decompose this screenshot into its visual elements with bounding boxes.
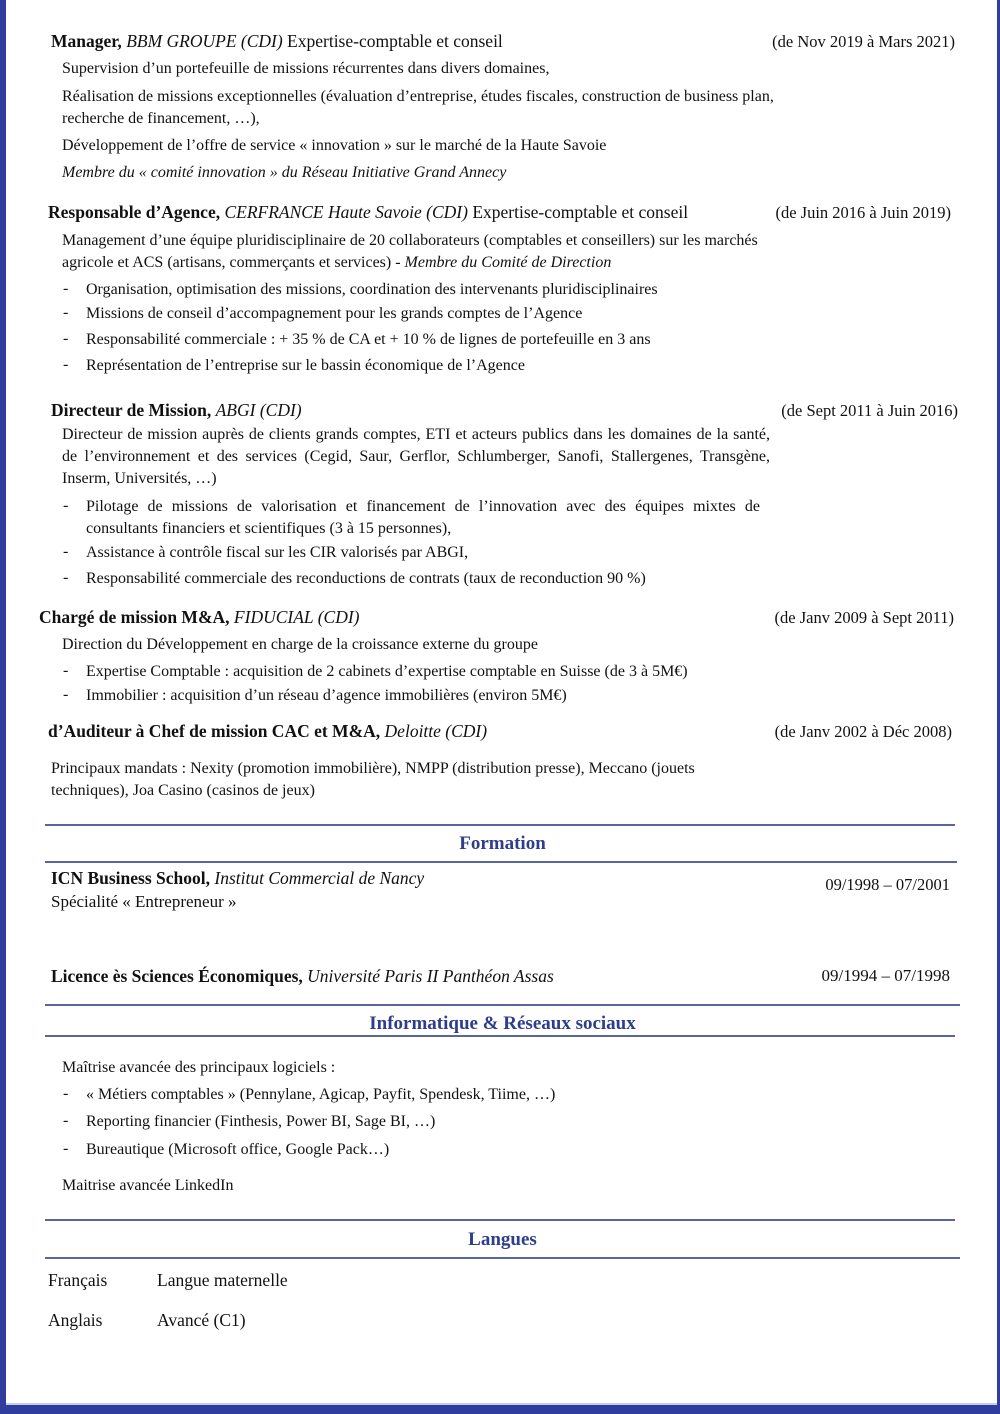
formation-item: [51, 966, 554, 987]
formation-speciality: Spécialité « Entrepreneur »: [51, 892, 237, 911]
bullet-marker: -: [63, 686, 69, 703]
school-detail: Institut Commercial de Nancy: [214, 868, 425, 888]
job-line: Développement de l’offre de service « innovation » sur le marché de la Haute Savoie: [62, 137, 607, 154]
bullet-item: Responsabilité commerciale : + 35 % de CA et + 10 % de lignes de portefeuille en 3 ans: [86, 331, 651, 348]
job-intro-italic: Membre du Comité de Direction: [404, 254, 612, 271]
job-heading: [51, 400, 302, 421]
language-level: Langue maternelle: [157, 1270, 288, 1290]
language-name: Français: [48, 1270, 108, 1290]
bullet-item: Bureautique (Microsoft office, Google Pack…): [86, 1141, 390, 1158]
bullet-item: Organisation, optimisation des missions, coordination des intervenants pluridisciplinaires: [86, 281, 658, 298]
section-title: Informatique & Réseaux sociaux: [369, 1013, 636, 1034]
page-frame-bottom: [0, 1405, 1000, 1414]
section-rule: [45, 861, 957, 863]
job-heading: [48, 721, 487, 742]
school-name: ICN Business School,: [51, 868, 211, 888]
bullet-marker: -: [63, 1112, 69, 1129]
bullet-marker: -: [63, 280, 69, 297]
job-intro: [62, 230, 772, 274]
section-rule: [45, 1257, 960, 1259]
job-intro-text: Management d’une équipe pluridisciplinaire de 20 collaborateurs (comptables et conseillers) sur les marchés agricole et ACS (artisans, commerçants et services) -: [62, 232, 758, 271]
formation-item: [51, 868, 424, 889]
job-line: Supervision d’un portefeuille de missions récurrentes dans divers domaines,: [62, 60, 550, 77]
page-frame-left: [0, 0, 6, 1414]
bullet-marker: -: [63, 497, 69, 514]
school-name: Licence ès Sciences Économiques,: [51, 966, 303, 986]
bullet-marker: -: [63, 1140, 69, 1157]
bullet-item: « Métiers comptables » (Pennylane, Agicap, Payfit, Spendesk, Tiime, …): [86, 1086, 556, 1103]
job-company: Deloitte (CDI): [384, 721, 488, 741]
job-dates: (de Nov 2019 à Mars 2021): [772, 32, 955, 51]
job-dates: (de Juin 2016 à Juin 2019): [775, 203, 951, 222]
software-intro: Maîtrise avancée des principaux logiciels :: [62, 1059, 336, 1076]
bullet-item: Immobilier : acquisition d’un réseau d’agence immobilières (environ 5M€): [86, 687, 567, 704]
job-line: Réalisation de missions exceptionnelles (évaluation d’entreprise, études fiscales, construction de business plan, recherche de financement, …),: [62, 88, 774, 127]
section-rule: [45, 1035, 955, 1037]
bullet-item: Responsabilité commerciale des reconductions de contrats (taux de reconduction 90 %): [86, 570, 646, 587]
job-heading: [48, 202, 688, 223]
job-title: Manager,: [51, 31, 122, 51]
bullet-item: Reporting financier (Finthesis, Power BI, Sage BI, …): [86, 1113, 436, 1130]
bullet-item: Missions de conseil d’accompagnement pour les grands comptes de l’Agence: [86, 305, 583, 322]
job-dates: (de Janv 2009 à Sept 2011): [774, 608, 954, 627]
section-rule: [45, 1004, 960, 1006]
bullet-marker: -: [63, 569, 69, 586]
job-title: Responsable d’Agence,: [48, 202, 221, 222]
bullet-item: Représentation de l’entreprise sur le bassin économique de l’Agence: [86, 357, 525, 374]
job-intro: Directeur de mission auprès de clients grands comptes, ETI et acteurs publics dans les domaines de la santé, de l’environnement et des services (Cegid, Saur, Gerflor, Schlumberger, Sanofi, Stallergenes, Transgène, Inserm, Universités, …): [62, 426, 770, 487]
job-title: Directeur de Mission,: [51, 400, 212, 420]
job-heading: [39, 607, 360, 628]
language-name: Anglais: [48, 1310, 103, 1330]
job-company: BBM GROUPE (CDI): [126, 31, 283, 51]
formation-dates: 09/1998 – 07/2001: [825, 875, 950, 894]
bullet-item: Assistance à contrôle fiscal sur les CIR valorisés par ABGI,: [86, 544, 469, 561]
bullet-marker: -: [63, 1085, 69, 1102]
job-company: FIDUCIAL (CDI): [233, 607, 360, 627]
job-title: d’Auditeur à Chef de mission CAC et M&A,: [48, 721, 381, 741]
bullet-marker: -: [63, 543, 69, 560]
bullet-marker: -: [63, 356, 69, 373]
job-title: Chargé de mission M&A,: [39, 607, 230, 627]
bullet-item: Pilotage de missions de valorisation et financement de l’innovation avec des équipes mixtes de consultants financiers et scientifiques (3 à 15 personnes),: [86, 498, 760, 537]
school-detail: Université Paris II Panthéon Assas: [307, 966, 554, 986]
job-intro: Principaux mandats : Nexity (promotion immobilière), NMPP (distribution presse), Meccano (jouets techniques), Joa Casino (casinos de jeux): [51, 760, 695, 799]
job-company: ABGI (CDI): [215, 400, 302, 420]
job-line-membership: Membre du « comité innovation » du Réseau Initiative Grand Annecy: [62, 164, 507, 181]
job-dates: (de Sept 2011 à Juin 2016): [781, 401, 958, 420]
bullet-marker: -: [63, 662, 69, 679]
job-sector: Expertise-comptable et conseil: [472, 202, 689, 222]
job-heading: [51, 31, 503, 52]
section-title: Langues: [468, 1229, 537, 1250]
section-rule: [45, 824, 955, 826]
job-intro: Direction du Développement en charge de la croissance externe du groupe: [62, 636, 538, 653]
job-company: CERFRANCE Haute Savoie (CDI): [224, 202, 468, 222]
bullet-item: Expertise Comptable : acquisition de 2 cabinets d’expertise comptable en Suisse (de 3 à 5M€): [86, 663, 688, 680]
bullet-marker: -: [63, 330, 69, 347]
section-title: Formation: [459, 833, 546, 854]
section-rule: [45, 1219, 955, 1221]
job-dates: (de Janv 2002 à Déc 2008): [774, 722, 952, 741]
bullet-marker: -: [63, 304, 69, 321]
job-sector: Expertise-comptable et conseil: [287, 31, 503, 51]
language-level: Avancé (C1): [157, 1310, 246, 1330]
linkedin-skill: Maitrise avancée LinkedIn: [62, 1177, 234, 1194]
formation-dates: 09/1994 – 07/1998: [821, 966, 950, 985]
